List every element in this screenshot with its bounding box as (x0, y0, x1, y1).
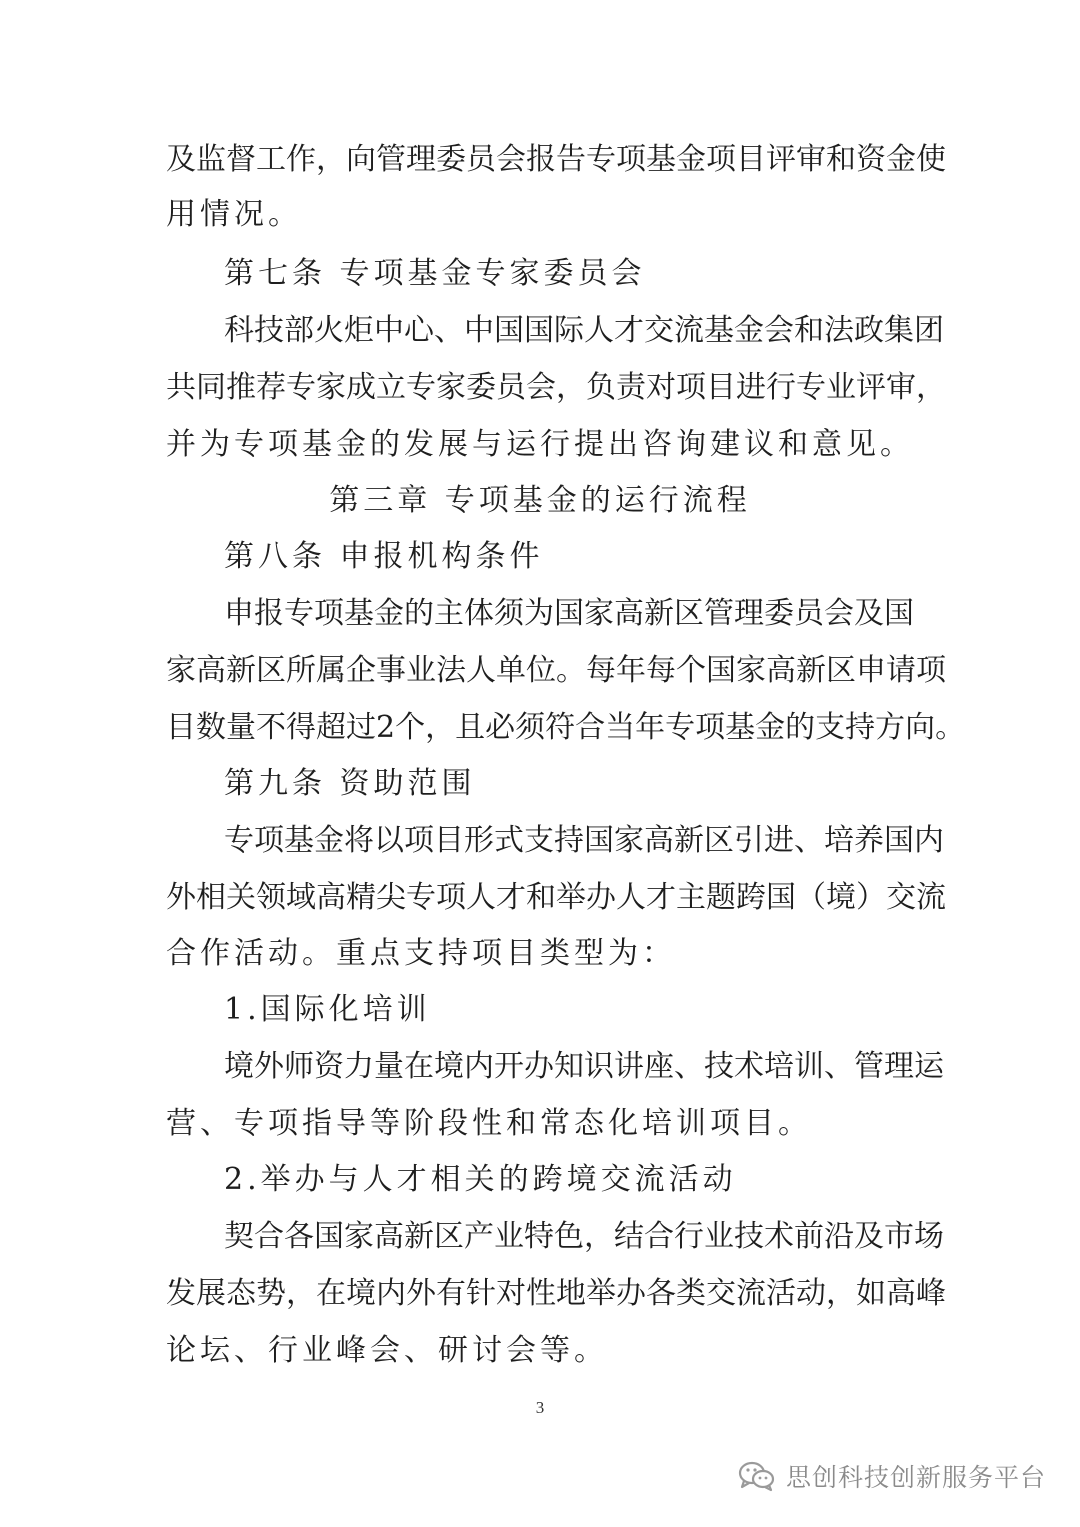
paragraph-line: 契合各国家高新区产业特色，结合行业技术前沿及市场 (224, 1219, 944, 1254)
paragraph-line: 并为专项基金的发展与运行提出咨询建议和意见。 (166, 427, 914, 462)
article-heading: 第八条 申报机构条件 (224, 539, 544, 574)
paragraph-line: 境外师资力量在境内开办知识讲座、技术培训、管理运 (224, 1049, 944, 1084)
list-heading: 1.国际化培训 (224, 992, 431, 1027)
paragraph-line: 目数量不得超过2个，且必须符合当年专项基金的支持方向。 (166, 710, 966, 745)
paragraph-line: 营、专项指导等阶段性和常态化培训项目。 (166, 1106, 812, 1141)
paragraph-line: 共同推荐专家成立专家委员会，负责对项目进行专业评审， (166, 370, 946, 405)
wechat-icon (738, 1460, 776, 1492)
watermark-text: 思创科技创新服务平台 (785, 1463, 1046, 1492)
paragraph-line: 论坛、行业峰会、研讨会等。 (166, 1333, 608, 1368)
paragraph-line: 用情况。 (166, 197, 302, 232)
chapter-heading: 第三章 专项基金的运行流程 (329, 483, 751, 518)
paragraph-line: 申报专项基金的主体须为国家高新区管理委员会及国 (224, 596, 914, 631)
paragraph-line: 专项基金将以项目形式支持国家高新区引进、培养国内 (224, 823, 944, 858)
paragraph-line: 及监督工作，向管理委员会报告专项基金项目评审和资金使 (166, 142, 946, 177)
paragraph-line: 外相关领域高精尖专项人才和举办人才主题跨国（境）交流 (166, 880, 946, 915)
paragraph-line: 家高新区所属企事业法人单位。每年每个国家高新区申请项 (166, 653, 946, 688)
list-heading: 2.举办与人才相关的跨境交流活动 (224, 1162, 737, 1197)
paragraph-line: 科技部火炬中心、中国国际人才交流基金会和法政集团 (224, 313, 944, 348)
watermark (738, 1456, 1046, 1496)
paragraph-line: 合作活动。重点支持项目类型为： (166, 936, 676, 971)
paragraph-line: 发展态势，在境内外有针对性地举办各类交流活动，如高峰 (166, 1276, 946, 1311)
page-number: 3 (535, 1398, 545, 1417)
article-heading: 第九条 资助范围 (224, 766, 476, 801)
article-heading: 第七条 专项基金专家委员会 (224, 256, 646, 291)
